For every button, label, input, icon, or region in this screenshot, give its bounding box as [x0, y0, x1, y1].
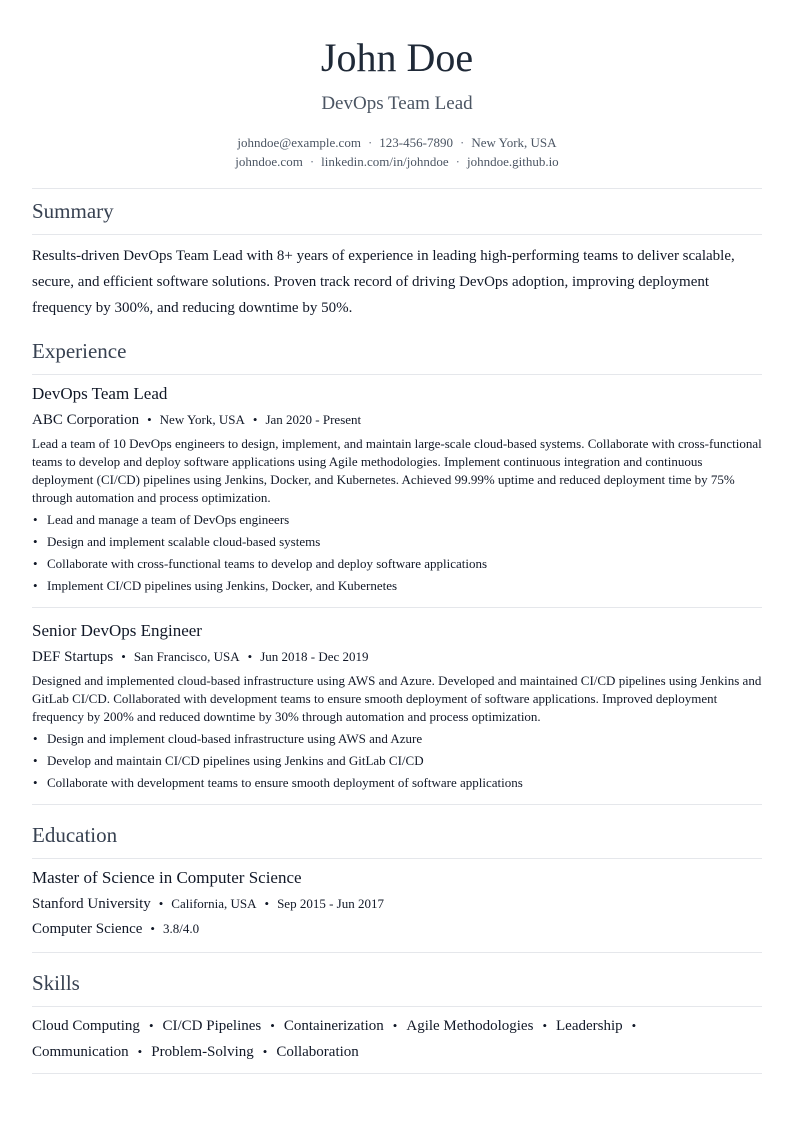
divider	[32, 374, 762, 375]
location-text: New York, USA	[471, 135, 557, 150]
bullet-separator: •	[158, 896, 164, 911]
divider	[32, 804, 762, 805]
email-link[interactable]: johndoe@example.com	[237, 135, 361, 150]
education-dates: Sep 2015 - Jun 2017	[277, 896, 384, 911]
list-item	[32, 531, 762, 553]
skill-item: Cloud Computing	[32, 1018, 140, 1034]
skill-item: Collaboration	[276, 1044, 359, 1060]
job-company: DEF Startups	[32, 649, 114, 665]
skill-item: Problem-Solving	[151, 1044, 254, 1060]
github-link[interactable]: johndoe.github.io	[466, 154, 559, 169]
skills-list	[32, 1013, 762, 1065]
bullet-separator: •	[147, 412, 152, 427]
bullet-icon: •	[33, 534, 38, 549]
job-title: DevOps Team Lead	[32, 384, 168, 403]
candidate-name: John Doe	[320, 35, 474, 80]
job-dates: Jan 2020 - Present	[265, 412, 362, 427]
job-description: Lead a team of 10 DevOps engineers to design, implement, and maintain large-scale cloud-based systems. Collaborate with cross-functional teams to develop and deploy software applications using Agile methodologies. Implement continuous integration and continuous deployment (CI/CD) pipelines using Jenkins, Docker, and Kubernetes. Achieved 99.99% uptime and reduced deployment time by 75% through automation and process optimization.	[32, 436, 762, 505]
bullet-separator: •	[247, 649, 253, 664]
bullet-icon: •	[33, 578, 38, 593]
bullet-icon: •	[33, 512, 38, 527]
bullet-separator: •	[150, 921, 155, 936]
list-item	[32, 575, 762, 597]
list-item-text: Collaborate with cross-functional teams to develop and deploy software applications	[47, 556, 488, 571]
list-item-text: Develop and maintain CI/CD pipelines using Jenkins and GitLab CI/CD	[47, 753, 424, 768]
bullet-separator: •	[121, 649, 126, 664]
skills-heading: Skills	[32, 971, 80, 995]
job-title: Senior DevOps Engineer	[32, 621, 202, 640]
experience-heading: Experience	[32, 339, 127, 363]
separator: ·	[455, 154, 460, 169]
separator: ·	[367, 135, 373, 150]
job-dates: Jun 2018 - Dec 2019	[260, 649, 369, 664]
job-location: New York, USA	[159, 412, 245, 427]
divider	[32, 188, 762, 189]
separator: ·	[309, 154, 315, 169]
list-item	[32, 553, 762, 575]
skill-item: Agile Methodologies	[406, 1018, 534, 1034]
bullet-separator: •	[631, 1018, 637, 1033]
list-item-text: Lead and manage a team of DevOps engineers	[47, 512, 290, 527]
school-location: California, USA	[171, 896, 257, 911]
degree-title: Master of Science in Computer Science	[32, 868, 302, 887]
bullet-separator: •	[148, 1018, 154, 1033]
job-description: Designed and implemented cloud-based infrastructure using AWS and Azure. Developed and maintained CI/CD pipelines using Jenkins and GitLab CI/CD. Collaborated with development teams to ensure smooth deployment of software applications. Improved deployment frequency by 200% and reduced downtime by 30% through automation and process optimization.	[32, 673, 762, 724]
education-heading: Education	[32, 823, 118, 847]
education-field-line	[32, 919, 199, 939]
list-item-text: Design and implement scalable cloud-based systems	[47, 534, 321, 549]
bullet-icon: •	[33, 753, 38, 768]
divider	[32, 858, 762, 859]
field-of-study: Computer Science	[32, 921, 143, 937]
website-link[interactable]: johndoe.com	[235, 154, 303, 169]
job-company: ABC Corporation	[32, 412, 140, 428]
separator: ·	[459, 135, 465, 150]
job-meta	[32, 647, 369, 667]
bullet-icon: •	[33, 556, 38, 571]
bullet-separator: •	[542, 1018, 547, 1033]
education-meta	[32, 894, 384, 914]
skill-item: Containerization	[283, 1018, 384, 1034]
candidate-title: DevOps Team Lead	[321, 93, 473, 114]
job-bullet-list	[32, 509, 762, 597]
list-item-text: Design and implement cloud-based infrastructure using AWS and Azure	[47, 731, 423, 746]
list-item-text: Collaborate with development teams to ensure smooth deployment of software applications	[47, 775, 523, 790]
divider	[32, 234, 762, 235]
bullet-separator: •	[252, 412, 258, 427]
list-item-text: Implement CI/CD pipelines using Jenkins, Docker, and Kubernetes	[47, 578, 398, 593]
bullet-separator: •	[262, 1044, 268, 1059]
summary-heading: Summary	[32, 199, 114, 223]
bullet-separator: •	[264, 896, 270, 911]
contact-line-2	[32, 153, 762, 171]
bullet-icon: •	[33, 731, 38, 746]
bullet-separator: •	[137, 1044, 143, 1059]
gpa-text: 3.8/4.0	[162, 921, 200, 936]
job-bullet-list	[32, 728, 762, 794]
divider	[32, 952, 762, 953]
divider	[32, 1073, 762, 1074]
list-item	[32, 728, 762, 750]
bullet-separator: •	[392, 1018, 398, 1033]
school-name: Stanford University	[32, 896, 151, 912]
skill-item: Leadership	[556, 1018, 623, 1034]
job-meta	[32, 410, 361, 430]
phone-text: 123-456-7890	[379, 135, 453, 150]
bullet-icon: •	[33, 775, 38, 790]
summary-text: Results-driven DevOps Team Lead with 8+ years of experience in leading high-performing teams to deliver scalable, secure, and efficient software solutions. Proven track record of driving DevOps adoption, improving deployment frequency by 300%, and reducing downtime by 50%.	[32, 248, 735, 316]
divider	[32, 1006, 762, 1007]
linkedin-link[interactable]: linkedin.com/in/johndoe	[321, 154, 449, 169]
divider	[32, 607, 762, 608]
job-location: San Francisco, USA	[133, 649, 240, 664]
skill-item: CI/CD Pipelines	[162, 1018, 262, 1034]
list-item	[32, 750, 762, 772]
contact-line-1	[32, 134, 762, 152]
list-item	[32, 772, 762, 794]
bullet-separator: •	[270, 1018, 275, 1033]
skill-item: Communication	[32, 1044, 129, 1060]
list-item	[32, 509, 762, 531]
